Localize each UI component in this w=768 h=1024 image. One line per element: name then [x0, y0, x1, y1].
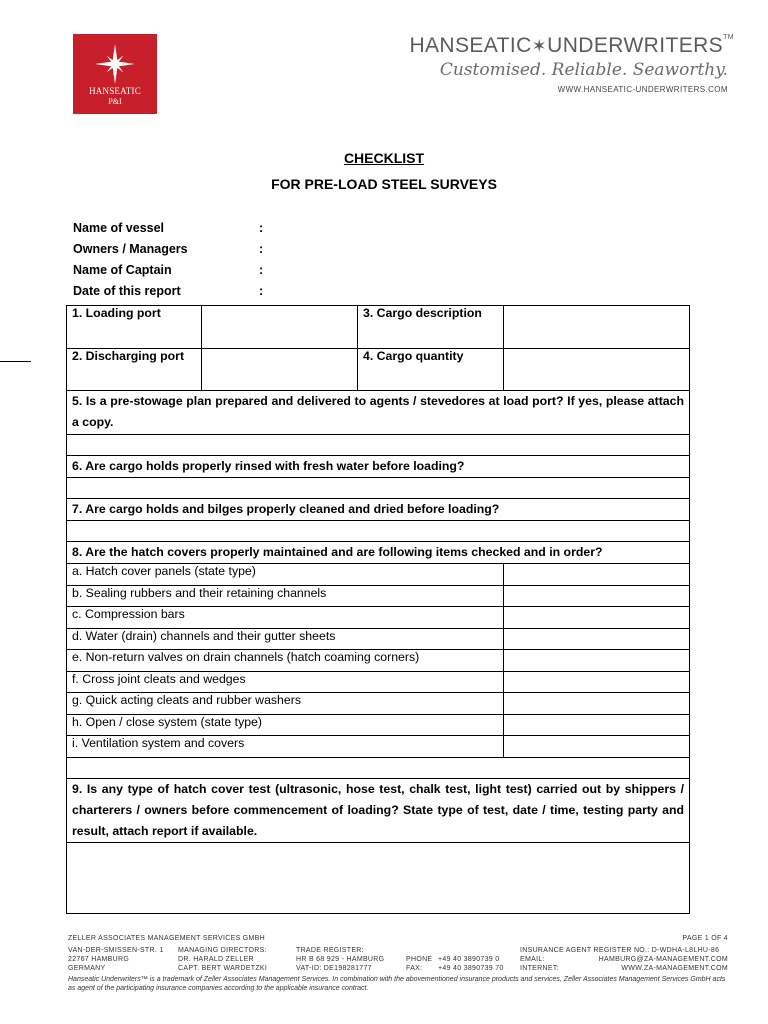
brand-header — [394, 34, 734, 94]
question-5: 5. Is a pre-stowage plan prepared and delivered to agents / stevedores at load port? If yes, please attach a copy. — [67, 391, 690, 435]
trademark: TM — [723, 34, 734, 41]
footer-trademark-note: Hanseatic Underwriters™ is a trademark of Zeller Associates Management Services. In combination with the abovementioned insurance products and services, Zeller Associates Management Services GmbH acts as agent of the participating insurance companies according to the applicable insurance contract. — [68, 976, 726, 992]
cell-cargo-quantity: 4. Cargo quantity — [358, 349, 504, 391]
item-answer[interactable] — [504, 736, 690, 758]
compass-star-icon — [93, 42, 137, 86]
item-answer[interactable] — [504, 586, 690, 607]
answer-5[interactable] — [67, 435, 690, 456]
brand-name-left: HANSEATIC — [409, 34, 532, 57]
item-answer[interactable] — [504, 629, 690, 650]
footer-directors-line: DR. HARALD ZELLER — [178, 956, 254, 963]
item-non-return-valves: e. Non-return valves on drain channels (hatch coaming corners) — [67, 650, 504, 672]
document-subtitle: FOR PRE-LOAD STEEL SURVEYS — [271, 176, 497, 192]
footer-fax: +49 40 3890739 70 — [438, 965, 504, 972]
star-icon: ✶ — [531, 36, 548, 56]
logo-text-hanseatic: HANSEATIC — [89, 86, 141, 96]
footer-directors — [178, 946, 267, 973]
document-title: CHECKLIST — [343, 150, 425, 166]
cell-cargo-description: 3. Cargo description — [358, 306, 504, 349]
footer-internet-label: INTERNET: — [520, 965, 559, 972]
item-answer[interactable] — [504, 607, 690, 629]
question-7: 7. Are cargo holds and bilges properly cleaned and dried before loading? — [67, 499, 690, 521]
question-8: 8. Are the hatch covers properly maintained and are following items checked and in order? — [67, 542, 690, 564]
cell-loading-port-value[interactable] — [202, 306, 358, 349]
cell-cargo-quantity-value[interactable] — [504, 349, 690, 391]
field-colon: : — [259, 221, 264, 235]
item-quick-acting-cleats: g. Quick acting cleats and rubber washers — [67, 693, 504, 715]
cell-cargo-description-value[interactable] — [504, 306, 690, 349]
brand-name-right: UNDERWRITERS — [547, 34, 724, 57]
item-cross-joint-cleats: f. Cross joint cleats and wedges — [67, 672, 504, 693]
item-answer[interactable] — [504, 650, 690, 672]
footer-phone: +49 40 3890739 0 — [438, 956, 500, 963]
item-water-channels: d. Water (drain) channels and their gutter sheets — [67, 629, 504, 650]
footer-register — [296, 946, 384, 973]
footer-directors-line: MANAGING DIRECTORS: — [178, 947, 267, 954]
footer-phone-label: PHONE — [406, 956, 433, 963]
footer-page-number: PAGE 1 OF 4 — [682, 935, 728, 942]
footer-insurance-register: INSURANCE AGENT REGISTER NO.: D-WDHA-L8LHU-86 — [520, 947, 720, 954]
brand-name — [409, 34, 734, 58]
answer-6[interactable] — [67, 478, 690, 499]
footer-register-line: VAT-ID: DE198281777 — [296, 965, 372, 972]
answer-7[interactable] — [67, 521, 690, 542]
field-label-owners: Owners / Managers — [73, 242, 188, 256]
brand-url[interactable]: WWW.HANSEATIC-UNDERWRITERS.COM — [557, 85, 728, 94]
margin-mark — [0, 361, 31, 362]
cell-loading-port: 1. Loading port — [67, 306, 202, 349]
footer-contact-values — [438, 955, 504, 973]
field-colon: : — [259, 242, 264, 256]
question-9: 9. Is any type of hatch cover test (ultrasonic, hose test, chalk test, light test) carried out by shippers / charterers / owners before commencement of loading? State type of test, date / time, testing party and result, attach report if available. — [67, 779, 690, 843]
footer-address-line: GERMANY — [68, 965, 106, 972]
item-answer[interactable] — [504, 564, 690, 586]
footer-address-line: 22767 HAMBURG — [68, 956, 130, 963]
item-answer[interactable] — [504, 715, 690, 736]
footer-website[interactable]: WWW.ZA-MANAGEMENT.COM — [621, 965, 728, 972]
cell-discharging-port: 2. Discharging port — [67, 349, 202, 391]
footer-directors-line: CAPT. BERT WARDETZKI — [178, 965, 268, 972]
footer-insurance-values — [599, 955, 728, 973]
hanseatic-pi-logo — [73, 34, 157, 114]
question-6: 6. Are cargo holds properly rinsed with fresh water before loading? — [67, 456, 690, 478]
item-hatch-cover-panels: a. Hatch cover panels (state type) — [67, 564, 504, 586]
footer-email[interactable]: HAMBURG@ZA-MANAGEMENT.COM — [598, 956, 728, 963]
footer-address — [68, 946, 164, 973]
spacer-row — [67, 758, 690, 779]
footer-email-label: EMAIL: — [520, 956, 545, 963]
answer-9[interactable] — [67, 843, 690, 914]
item-answer[interactable] — [504, 693, 690, 715]
item-answer[interactable] — [504, 672, 690, 693]
footer-fax-label: FAX: — [406, 965, 423, 972]
item-compression-bars: c. Compression bars — [67, 607, 504, 629]
field-colon: : — [259, 284, 264, 298]
footer-register-line: HR B 68 929 - HAMBURG — [296, 956, 385, 963]
field-label-captain: Name of Captain — [73, 263, 172, 277]
footer-company: ZELLER ASSOCIATES MANAGEMENT SERVICES GMBH — [68, 935, 265, 942]
field-colon: : — [259, 263, 264, 277]
field-label-vessel: Name of vessel — [73, 221, 165, 235]
footer-contact-labels — [406, 955, 432, 973]
item-sealing-rubbers: b. Sealing rubbers and their retaining channels — [67, 586, 504, 607]
field-label-date: Date of this report — [73, 284, 181, 298]
logo-text-pi: P&I — [108, 97, 122, 106]
item-open-close-system: h. Open / close system (state type) — [67, 715, 504, 736]
footer-register-line: TRADE REGISTER: — [296, 947, 364, 954]
cell-discharging-port-value[interactable] — [202, 349, 358, 391]
item-ventilation-system: i. Ventilation system and covers — [67, 736, 504, 758]
footer-address-line: VAN-DER-SMISSEN-STR. 1 — [68, 947, 164, 954]
checklist-table — [66, 305, 690, 914]
brand-tagline: Customised. Reliable. Seaworthy. — [439, 60, 728, 80]
